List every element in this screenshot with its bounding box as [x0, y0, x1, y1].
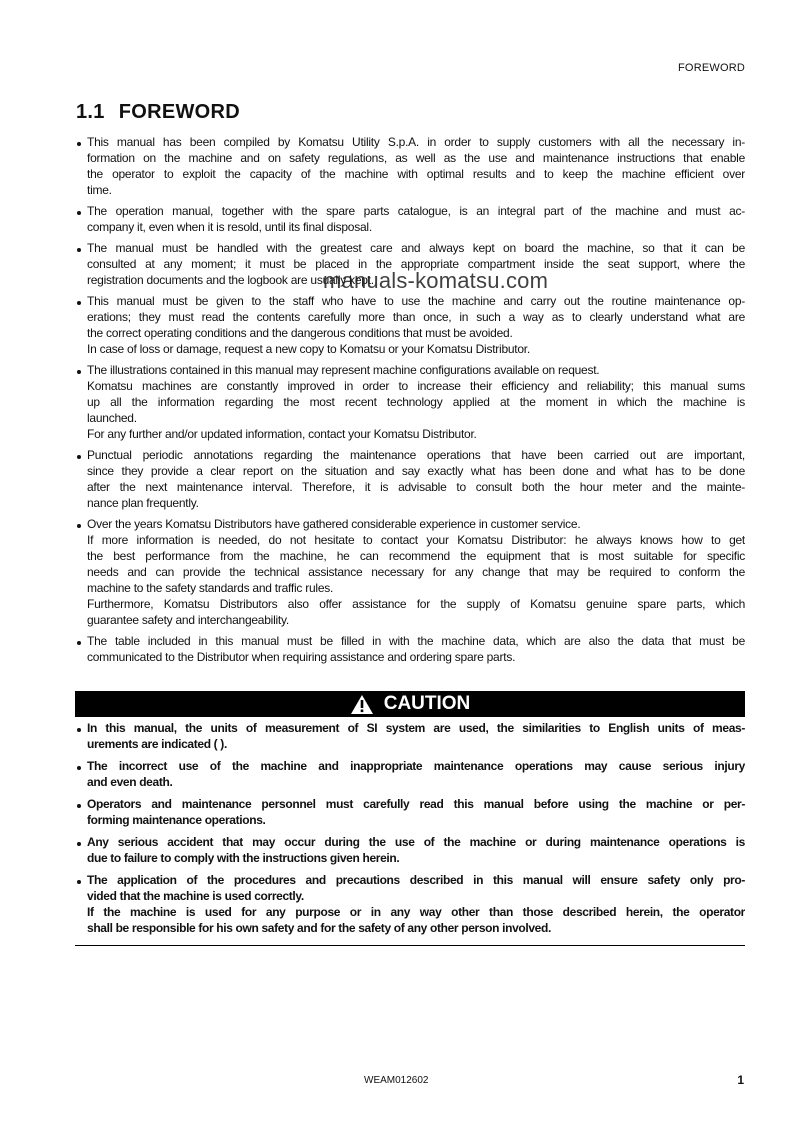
text-line: urements are indicated ( ).: [87, 737, 227, 751]
page-number: 1: [737, 1073, 744, 1087]
section-title: FOREWORD: [118, 101, 240, 123]
text-line: The illustrations contained in this manual may represent machine configurations available on request.: [87, 363, 600, 377]
text-line: If more information is needed, do not hesitate to contact your Komatsu Distributor: he always knows how to get: [87, 533, 745, 547]
bullet-item: [76, 447, 745, 511]
text-line: erations; they must read the contents carefully more than once, in such a way as to clearly understand what are: [87, 310, 745, 324]
text-line: In this manual, the units of measurement of SI system are used, the similarities to English units of meas-: [87, 721, 745, 735]
bullet-item: [76, 516, 745, 628]
foreword-list: [76, 134, 745, 670]
text-line: guarantee safety and interchangeability.: [87, 613, 289, 627]
text-line: launched.: [87, 411, 137, 425]
text-line: In case of loss or damage, request a new copy to Komatsu or your Komatsu Distributor.: [87, 342, 530, 356]
text-line: For any further and/or updated information, contact your Komatsu Distributor.: [87, 427, 477, 441]
text-line: Over the years Komatsu Distributors have gathered considerable experience in customer service.: [87, 517, 581, 531]
running-header: FOREWORD: [678, 62, 745, 74]
text-line: the correct operating conditions and the dangerous conditions that must be avoided.: [87, 326, 513, 340]
text-line: formation on the machine and on safety regulations, as well as the use and maintenance instructions that enable: [87, 151, 745, 165]
bullet-item: [76, 720, 745, 752]
text-line: The table included in this manual must be filled in with the machine data, which are also the data that must be: [87, 634, 745, 648]
page-title: [76, 101, 240, 124]
text-line: up all the information regarding the most recent technology applied at the moment in which the machine is: [87, 395, 745, 409]
text-line: shall be responsible for his own safety and for the safety of any other person involved.: [87, 921, 551, 935]
document-code: WEAM012602: [364, 1075, 429, 1086]
text-line: Punctual periodic annotations regarding the maintenance operations that have been carried out are important,: [87, 448, 745, 462]
bullet-item: [76, 872, 745, 936]
text-line: time.: [87, 183, 112, 197]
text-line: nance plan frequently.: [87, 496, 199, 510]
warning-triangle-icon: [350, 694, 374, 715]
bullet-item: [76, 362, 745, 442]
text-line: Operators and maintenance personnel must carefully read this manual before using the machine or per-: [87, 797, 745, 811]
bullet-item: [76, 758, 745, 790]
caution-list: [76, 720, 745, 942]
text-line: Any serious accident that may occur during the use of the machine or during maintenance operations is: [87, 835, 745, 849]
text-line: after the next maintenance interval. Therefore, it is advisable to consult both the hour meter and the mainte-: [87, 480, 745, 494]
text-line: consulted at any moment; it must be placed in the appropriate compartment inside the seat support, where the: [87, 257, 745, 271]
text-line: due to failure to comply with the instructions given herein.: [87, 851, 400, 865]
caution-banner: [75, 691, 745, 717]
text-line: vided that the machine is used correctly.: [87, 889, 304, 903]
text-line: This manual must be given to the staff who have to use the machine and carry out the routine maintenance op-: [87, 294, 745, 308]
text-line: If the machine is used for any purpose or in any way other than those described herein, the operator: [87, 905, 745, 919]
text-line: The incorrect use of the machine and inappropriate maintenance operations may cause serious injury: [87, 759, 745, 773]
bullet-item: [76, 796, 745, 828]
text-line: the best performance from the machine, he can recommend the equipment that is most suitable for specific: [87, 549, 745, 563]
watermark: manuals-komatsu.com: [323, 268, 549, 293]
section-divider: [75, 945, 745, 946]
text-line: communicated to the Distributor when requiring assistance and ordering spare parts.: [87, 650, 516, 664]
text-line: needs and can provide the technical assistance necessary for any change that may be required to conform the: [87, 565, 745, 579]
bullet-item: [76, 293, 745, 357]
bullet-item: [76, 834, 745, 866]
text-line: machine to the safety standards and traffic rules.: [87, 581, 334, 595]
text-line: Komatsu machines are constantly improved in order to increase their efficiency and reliability; this manual sums: [87, 379, 745, 393]
section-number: 1.1: [76, 101, 105, 123]
text-line: forming maintenance operations.: [87, 813, 266, 827]
text-line: Furthermore, Komatsu Distributors also offer assistance for the supply of Komatsu genuine spare parts, which: [87, 597, 745, 611]
bullet-item: [76, 134, 745, 198]
text-line: the operator to exploit the capacity of the machine with optimal results and to keep the machine efficient over: [87, 167, 745, 181]
text-line: This manual has been compiled by Komatsu Utility S.p.A. in order to supply customers with all the necessary in-: [87, 135, 745, 149]
text-line: since they provide a clear report on the situation and say exactly what has been done and what has to be done: [87, 464, 745, 478]
text-line: registration documents and the logbook are usually kept.: [87, 273, 374, 287]
caution-label: CAUTION: [383, 693, 471, 714]
text-line: company it, even when it is resold, until its final disposal.: [87, 220, 372, 234]
text-line: The operation manual, together with the spare parts catalogue, is an integral part of the machine and must ac-: [87, 204, 745, 218]
bullet-item: [76, 203, 745, 235]
text-line: The manual must be handled with the greatest care and always kept on board the machine, so that it can be: [87, 241, 745, 255]
bullet-item: [76, 633, 745, 665]
text-line: The application of the procedures and precautions described in this manual will ensure safety only pro-: [87, 873, 745, 887]
text-line: and even death.: [87, 775, 173, 789]
